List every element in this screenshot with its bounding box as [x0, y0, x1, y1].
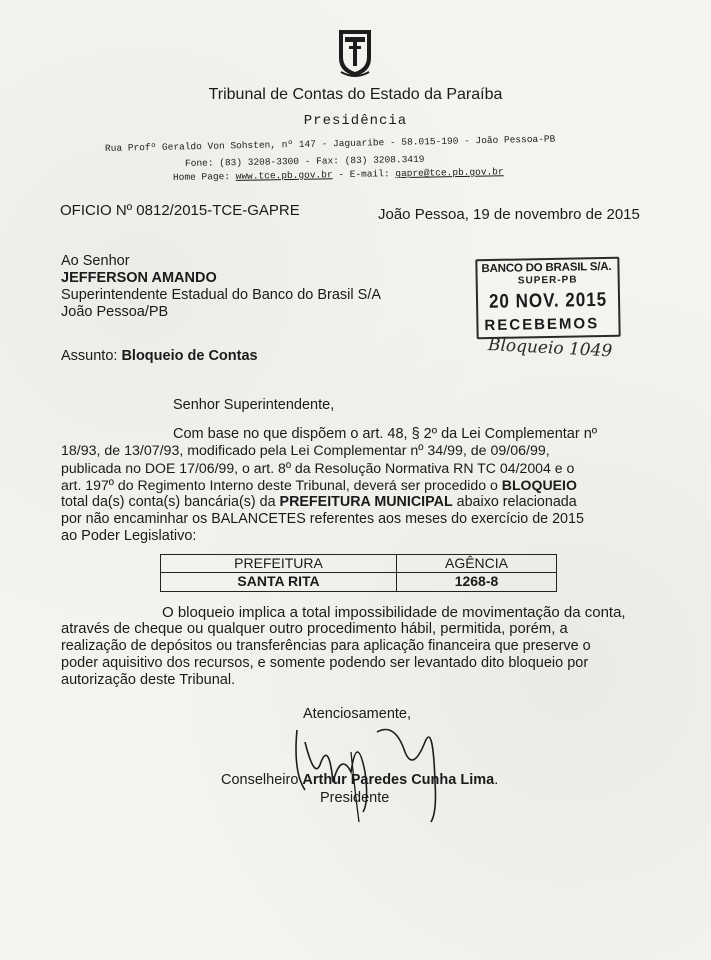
place-date: João Pessoa, 19 de novembro de 2015: [378, 206, 640, 223]
phone-label: Fone:: [184, 157, 214, 169]
stamp-unit: SUPER-PB: [517, 274, 578, 287]
recipient-name: JEFFERSON AMANDO: [61, 270, 217, 286]
stamp-received: RECEBEMOS: [484, 315, 600, 335]
paragraph1-line3: publicada no DOE 17/06/99, o art. 8º da Resolução Normativa RN TC 04/2004 e o: [61, 460, 575, 476]
signer-prefix: Conselheiro: [221, 772, 303, 788]
paragraph2-line5: autorização deste Tribunal.: [61, 672, 236, 688]
fax-number: (83) 3208.3419: [344, 153, 425, 167]
closing: Atenciosamente,: [303, 706, 412, 722]
prefeitura-emphasis: PREFEITURA MUNICIPAL: [279, 494, 453, 510]
recipient-title: Superintendente Estadual do Banco do Brasil S/A: [61, 287, 382, 303]
paragraph1-line7: ao Poder Legislativo:: [61, 528, 197, 544]
subject-line: [61, 348, 258, 364]
paragraph2-line2: através de cheque ou qualquer outro procedimento hábil, permitida, porém, a: [61, 621, 568, 637]
oficio-number: OFICIO Nº 0812/2015-TCE-GAPRE: [60, 202, 300, 219]
paragraph2-line3: realização de depósitos ou transferências para aplicação financeira que preserve o: [61, 638, 591, 654]
paragraph1-line5-end: abaixo relacionada: [452, 494, 577, 510]
subject-text: Bloqueio de Contas: [121, 348, 258, 364]
paragraph1-line5: [61, 494, 577, 510]
greeting: Senhor Superintendente,: [173, 397, 335, 413]
table-header-agencia: AGÊNCIA: [444, 555, 508, 571]
institution-name: Tribunal de Contas do Estado da Paraíba: [208, 86, 503, 103]
phone-number: (83) 3208-3300: [219, 156, 300, 169]
homepage-label: Home Page:: [172, 171, 231, 183]
fax-label: - Fax:: [304, 155, 340, 167]
received-stamp: [475, 257, 620, 340]
table-cell-agencia: 1268-8: [454, 573, 499, 589]
web-email-line: [173, 166, 504, 183]
subject-label: Assunto:: [61, 348, 118, 364]
paragraph1-line4: [61, 477, 577, 493]
phone-fax-line: [185, 154, 425, 169]
homepage-link[interactable]: www.tce.pb.gov.br: [235, 169, 333, 182]
signer-line: [221, 772, 498, 788]
signer-name: Arthur Paredes Cunha Lima: [302, 772, 495, 788]
stamp-date: 20 NOV. 2015: [488, 288, 608, 313]
table-cell-prefeitura: SANTA RITA: [161, 573, 397, 591]
bloqueio-emphasis: BLOQUEIO: [501, 477, 577, 493]
email-link[interactable]: gapre@tce.pb.gov.br: [395, 166, 504, 180]
handwritten-note: Bloqueio 1049: [487, 335, 613, 362]
accounts-table: [160, 554, 557, 592]
recipient-city: João Pessoa/PB: [61, 304, 169, 320]
paragraph1-line1: Com base no que dispõem o art. 48, § 2º da Lei Complementar nº: [173, 426, 598, 442]
signer-suffix: .: [494, 772, 499, 788]
paragraph1-line5-text: total da(s) conta(s) bancária(s) da: [61, 494, 280, 510]
tce-seal-logo: [335, 28, 375, 78]
paragraph1-line4-text: art. 197º do Regimento Interno deste Tribunal, deverá ser procedido o: [61, 477, 502, 493]
paragraph1-line2: 18/93, de 13/07/93, modificado pela Lei Complementar nº 34/99, de 09/06/99,: [61, 443, 550, 459]
recipient-salutation: Ao Senhor: [61, 253, 130, 269]
paragraph2-line4: poder aquisitivo dos recursos, e somente podendo ser levantado dito bloqueio por: [61, 655, 589, 671]
department-name: Presidência: [303, 113, 408, 129]
paragraph1-line6: por não encaminhar os BALANCETES referentes aos meses do exercício de 2015: [61, 511, 584, 527]
table-header-prefeitura: PREFEITURA: [161, 555, 397, 572]
address-line: Rua Profº Geraldo Von Sohsten, nº 147 - Jaguaribe - 58.015-190 - João Pessoa-PB: [104, 133, 556, 154]
stamp-bank-name: BANCO DO BRASIL S/A.: [481, 260, 612, 276]
email-label: - E-mail:: [338, 168, 390, 181]
signer-role: Presidente: [320, 790, 390, 806]
paragraph2-line1: O bloqueio implica a total impossibilidade de movimentação da conta,: [162, 604, 626, 621]
